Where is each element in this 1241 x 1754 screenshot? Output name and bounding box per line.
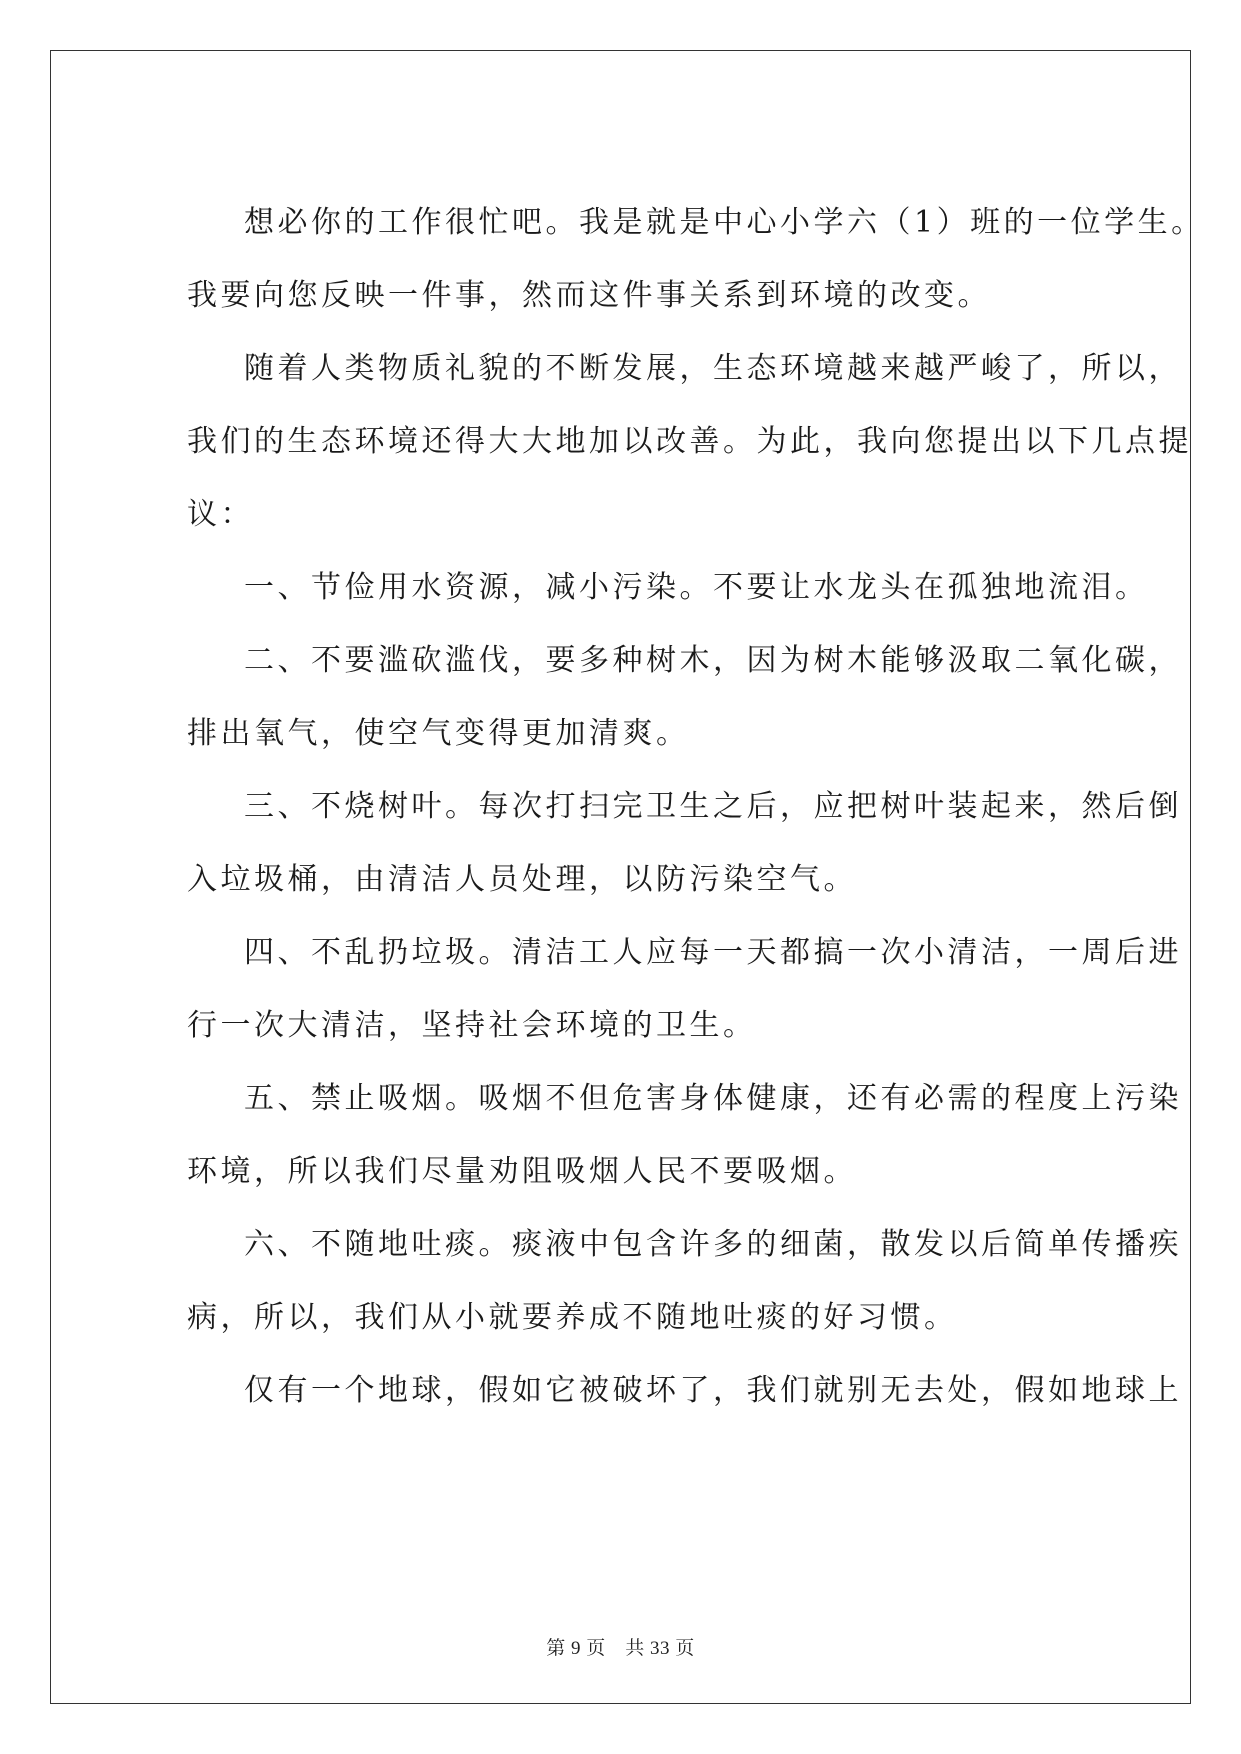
text-line: 随着人类物质礼貌的不断发展，生态环境越来越严峻了，所以， xyxy=(244,351,1182,386)
text-line: 五、禁止吸烟。吸烟不但危害身体健康，还有必需的程度上污染 xyxy=(244,1081,1182,1116)
text-line: 议： xyxy=(187,497,254,532)
text-line: 环境，所以我们尽量劝阻吸烟人民不要吸烟。 xyxy=(187,1154,857,1189)
text-line: 入垃圾桶，由清洁人员处理，以防污染空气。 xyxy=(187,862,857,897)
page-number-footer: 第 9 页 共 33 页 xyxy=(546,1638,695,1659)
text-line: 行一次大清洁，坚持社会环境的卫生。 xyxy=(187,1008,757,1043)
text-line: 四、不乱扔垃圾。清洁工人应每一天都搞一次小清洁，一周后进 xyxy=(244,935,1182,970)
text-line: 一、节俭用水资源，减小污染。不要让水龙头在孤独地流泪。 xyxy=(244,570,1149,605)
text-line: 三、不烧树叶。每次打扫完卫生之后，应把树叶装起来，然后倒 xyxy=(244,789,1182,824)
text-line: 排出氧气，使空气变得更加清爽。 xyxy=(187,716,690,751)
text-line: 仅有一个地球，假如它被破坏了，我们就别无去处，假如地球上 xyxy=(244,1373,1182,1408)
text-line: 六、不随地吐痰。痰液中包含许多的细菌，散发以后简单传播疾 xyxy=(244,1227,1182,1262)
text-line: 二、不要滥砍滥伐，要多种树木，因为树木能够汲取二氧化碳， xyxy=(244,643,1182,678)
page-frame xyxy=(50,50,1205,1704)
text-line: 想必你的工作很忙吧。我是就是中心小学六（1）班的一位学生。 xyxy=(244,205,1205,240)
text-line: 病，所以，我们从小就要养成不随地吐痰的好习惯。 xyxy=(187,1300,958,1335)
text-line: 我要向您反映一件事，然而这件事关系到环境的改变。 xyxy=(187,278,991,313)
text-line: 我们的生态环境还得大大地加以改善。为此，我向您提出以下几点提 xyxy=(187,424,1192,459)
